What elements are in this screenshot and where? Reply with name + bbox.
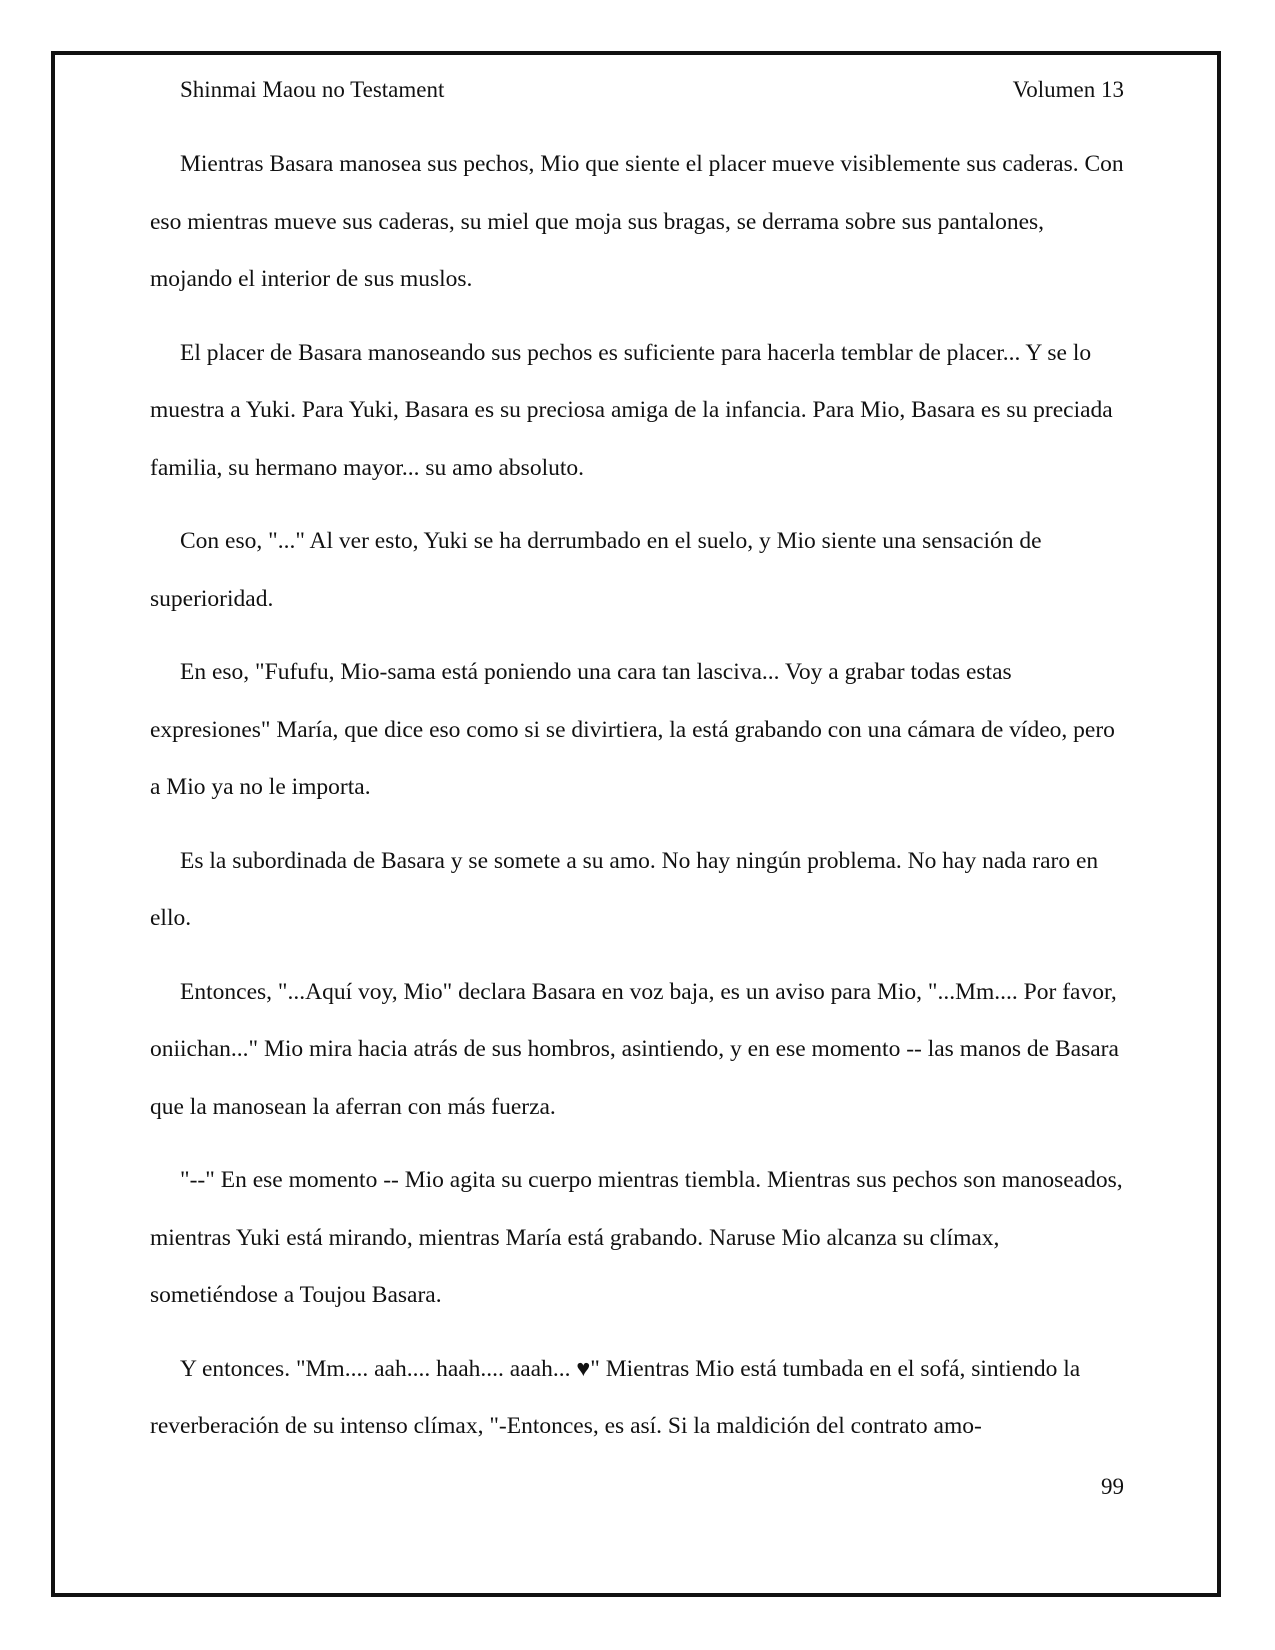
body-text <box>150 136 1124 1472</box>
paragraph: Y entonces. "Mm.... aah.... haah.... aaah... ♥" Mientras Mio está tumbada en el sofá, sintiendo la reverberación de su intenso clímax, "-Entonces, es así. Si la maldición del contrato amo- <box>150 1355 1081 1439</box>
paragraph: Mientras Basara manosea sus pechos, Mio que siente el placer mueve visiblemente sus caderas. Con eso mientras mueve sus caderas, su miel que moja sus bragas, se derrama sobre sus pantalones, mojando el interior de sus muslos. <box>150 151 1124 292</box>
paragraph: En eso, "Fufufu, Mio-sama está poniendo una cara tan lasciva... Voy a grabar todas estas expresiones" María, que dice eso como si se divirtiera, la está grabando con una cámara de vídeo, pero a Mio ya no le importa. <box>150 659 1115 800</box>
paragraph: Entonces, "...Aquí voy, Mio" declara Basara en voz baja, es un aviso para Mio, "...Mm.... Por favor, oniichan..." Mio mira hacia atrás de sus hombros, asintiendo, y en ese momento -- las manos de Basara que la manosean la aferran con más fuerza. <box>150 978 1119 1120</box>
page-number: 99 <box>1101 1474 1124 1499</box>
paragraph: Con eso, "..." Al ver esto, Yuki se ha derrumbado en el suelo, y Mio siente una sensación de superioridad. <box>150 528 1042 612</box>
paragraph: Es la subordinada de Basara y se somete a su amo. No hay ningún problema. No hay nada raro en ello. <box>150 847 1099 931</box>
page-header <box>180 70 1124 110</box>
paragraph: "--" En ese momento -- Mio agita su cuerpo mientras tiembla. Mientras sus pechos son manoseados, mientras Yuki está mirando, mientras María está grabando. Naruse Mio alcanza su clímax, sometiéndose a Toujou Basara. <box>150 1167 1123 1308</box>
paragraph: El placer de Basara manoseando sus pechos es suficiente para hacerla temblar de placer... Y se lo muestra a Yuki. Para Yuki, Basara es su preciosa amiga de la infancia. Para Mio, Basara es su preciada familia, su hermano mayor... su amo absoluto. <box>150 339 1113 481</box>
header-title: Shinmai Maou no Testament <box>180 77 445 102</box>
header-volume: Volumen 13 <box>1012 77 1124 102</box>
